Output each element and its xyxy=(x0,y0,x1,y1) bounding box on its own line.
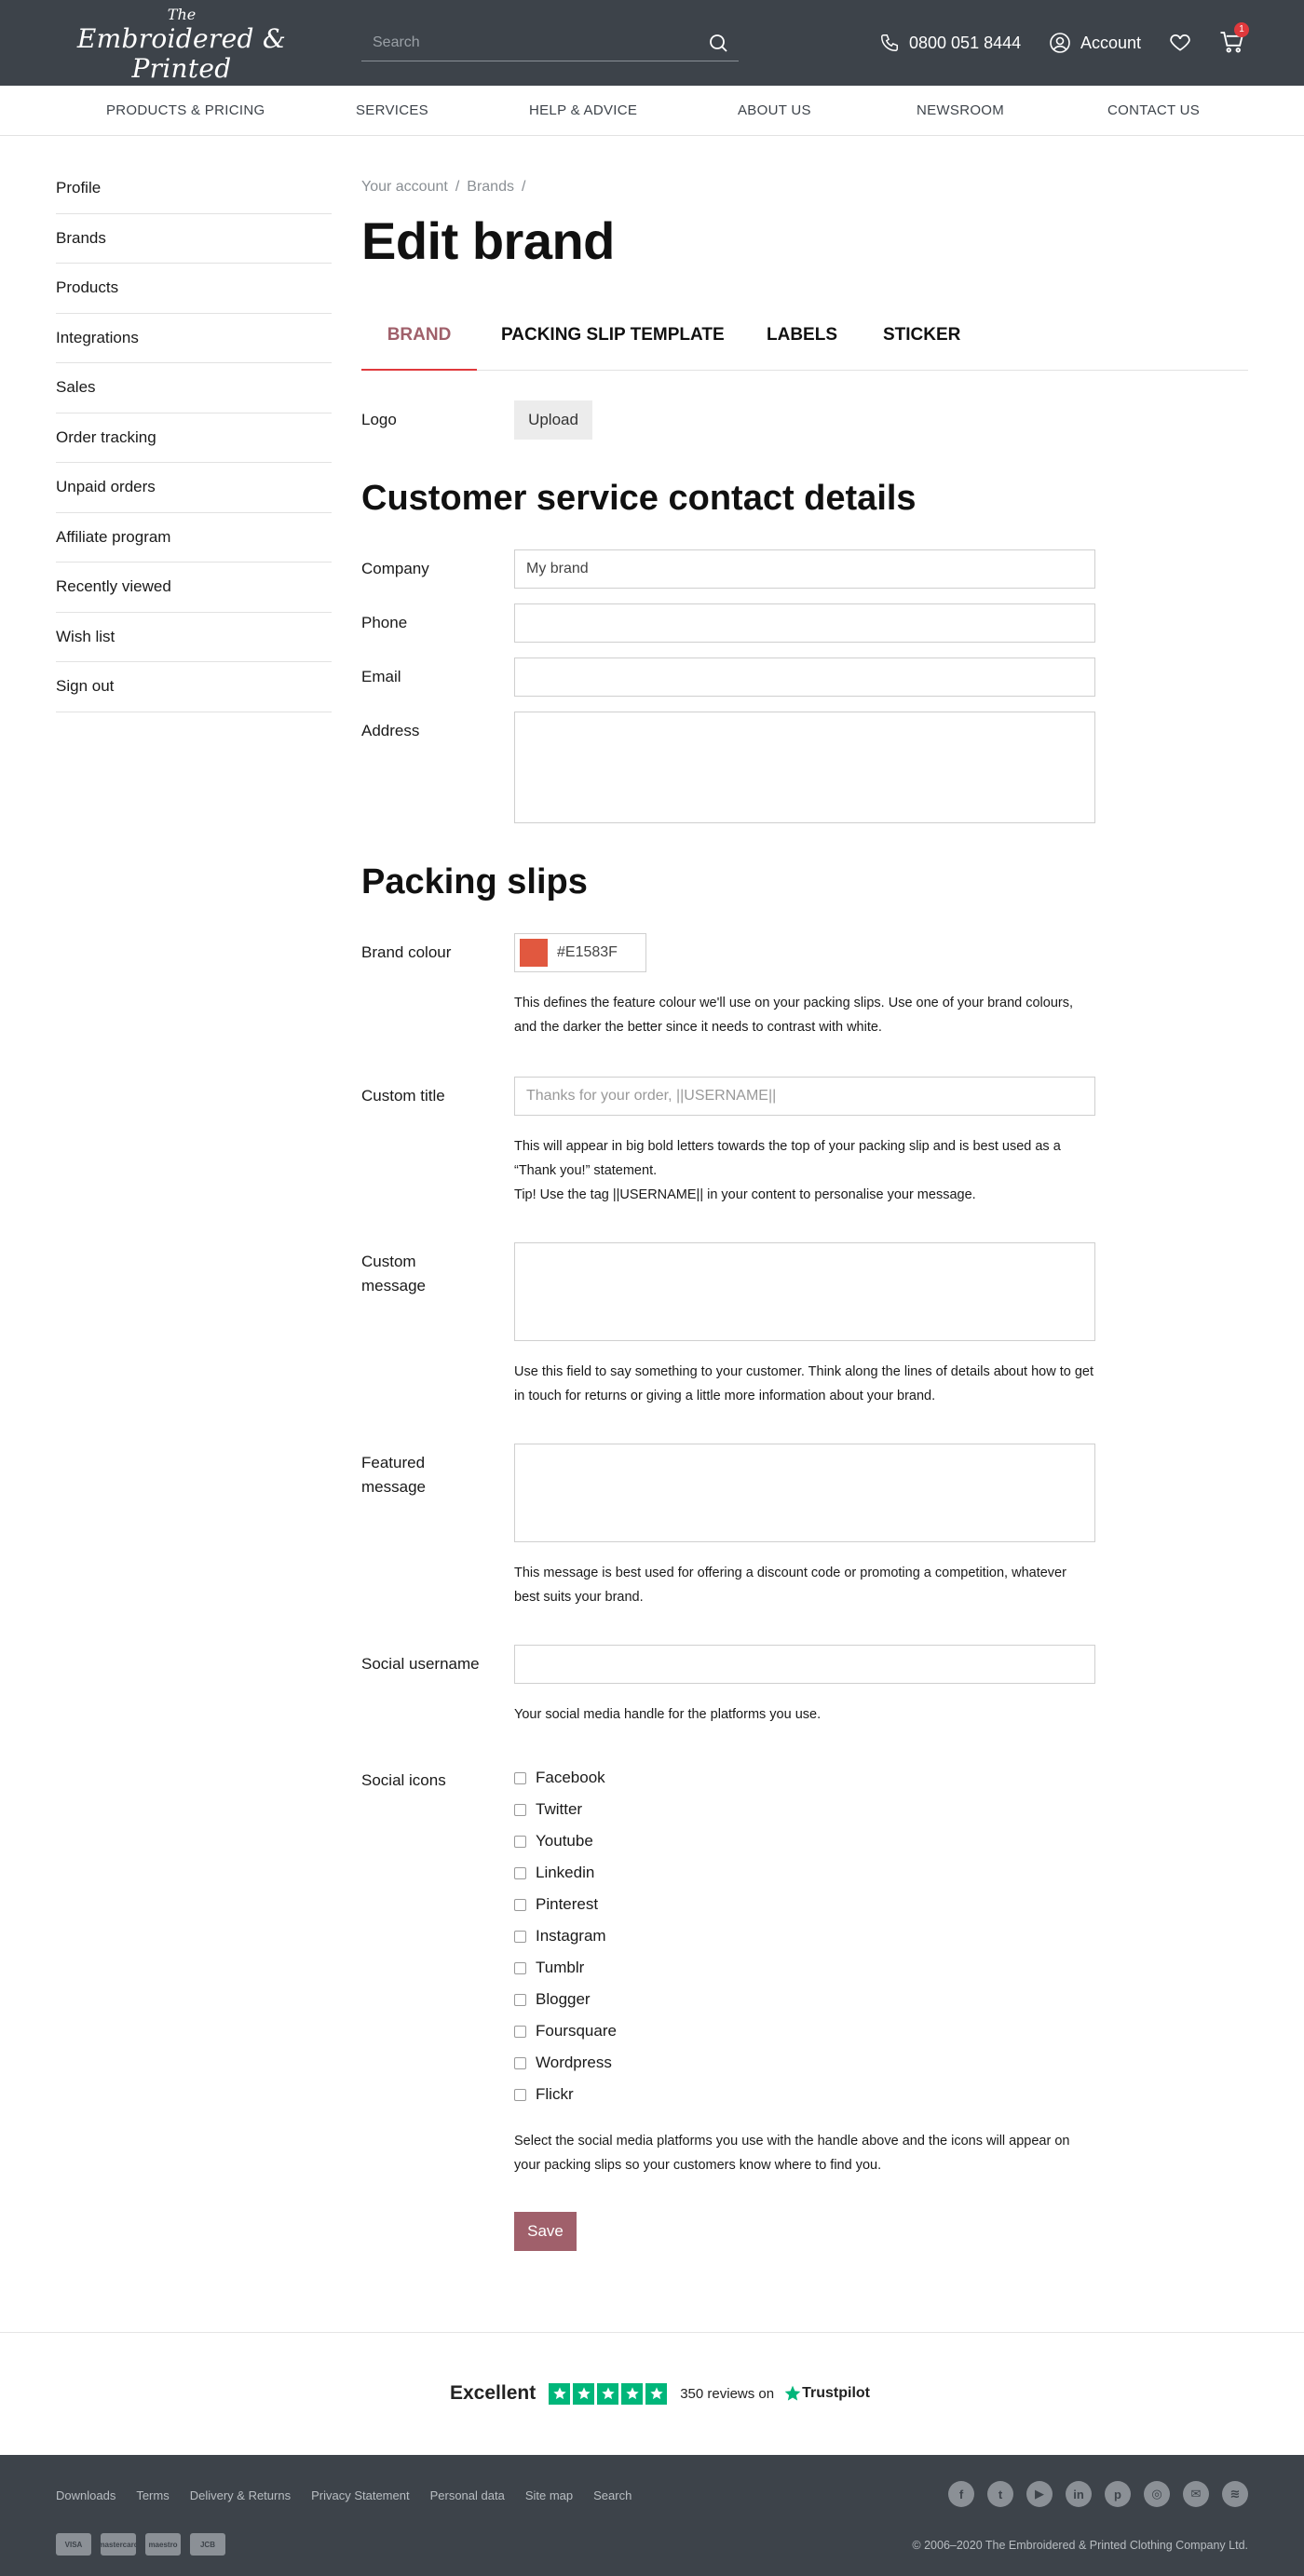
sidebar-item-brands[interactable]: Brands xyxy=(56,214,332,264)
rating-star-icon xyxy=(621,2383,643,2405)
checkbox-label: Foursquare xyxy=(536,2022,617,2040)
checkbox-box[interactable] xyxy=(514,1931,526,1943)
tab-sticker[interactable]: STICKER xyxy=(883,325,961,345)
breadcrumb-brands[interactable]: Brands xyxy=(467,179,514,195)
sidebar-item-affiliate-program[interactable]: Affiliate program xyxy=(56,513,332,563)
email-label: Email xyxy=(361,668,401,685)
logo-label: Logo xyxy=(361,411,397,428)
email-field[interactable] xyxy=(514,658,1095,697)
account-label: Account xyxy=(1080,33,1142,52)
trustpilot-brand: Trustpilot xyxy=(802,2385,871,2401)
checkbox-label: Instagram xyxy=(536,1927,606,1945)
custom-message-help: Use this field to say something to your customer. Think along the lines of details about how to get in touch for returns or giving a little more information about your brand. xyxy=(514,1364,1093,1403)
checkbox-instagram[interactable] xyxy=(514,1925,606,1947)
upload-logo-button[interactable]: Upload xyxy=(514,400,592,440)
rating-star-icon xyxy=(573,2383,594,2405)
logo-line-2: Embroidered & Printed xyxy=(76,23,287,84)
checkbox-box[interactable] xyxy=(514,2026,526,2038)
phone-number: 0800 051 8444 xyxy=(909,33,1022,52)
checkbox-linkedin[interactable] xyxy=(514,1862,594,1884)
sidebar-item-recently-viewed[interactable]: Recently viewed xyxy=(56,563,332,613)
custom-message-label-line-1: Custom xyxy=(361,1253,416,1270)
phone-link[interactable] xyxy=(879,28,1021,58)
phone-icon xyxy=(879,33,900,53)
sidebar-item-wish-list[interactable]: Wish list xyxy=(56,613,332,663)
footer-links xyxy=(56,2488,632,2502)
breadcrumb xyxy=(361,179,533,196)
nav-newsroom[interactable]: NEWSROOM xyxy=(917,102,1005,118)
trustpilot-widget[interactable] xyxy=(450,2381,870,2406)
breadcrumb-separator: / xyxy=(455,179,460,195)
checkbox-label: Pinterest xyxy=(536,1895,599,1913)
footer-social-icons xyxy=(948,2481,1248,2507)
checkbox-wordpress[interactable] xyxy=(514,2052,612,2074)
custom-message-field[interactable] xyxy=(514,1242,1095,1341)
trustpilot-review-count: 350 reviews on xyxy=(680,2385,775,2402)
brand-colour-label: Brand colour xyxy=(361,943,452,961)
checkbox-label: Tumblr xyxy=(536,1959,585,1976)
page-title: Edit brand xyxy=(361,211,615,270)
linkedin-icon[interactable]: in xyxy=(1066,2481,1092,2507)
phone-field[interactable] xyxy=(514,603,1095,643)
featured-message-help: This message is best used for offering a discount code or promoting a competition, whatever best suits your brand. xyxy=(514,1566,1066,1605)
search-icon[interactable] xyxy=(707,32,729,54)
facebook-icon[interactable]: f xyxy=(948,2481,974,2507)
trustpilot-star-icon xyxy=(783,2384,802,2403)
checkbox-label: Flickr xyxy=(536,2085,574,2103)
nav-help-advice[interactable]: HELP & ADVICE xyxy=(529,102,638,118)
sidebar-item-order-tracking[interactable]: Order tracking xyxy=(56,414,332,464)
checkbox-pinterest[interactable] xyxy=(514,1893,598,1916)
trustpilot-rating-word: Excellent xyxy=(450,2382,537,2404)
checkbox-foursquare[interactable] xyxy=(514,2020,617,2042)
footer-link-personal-data[interactable]: Personal data xyxy=(429,2488,505,2502)
site-logo[interactable] xyxy=(56,6,307,84)
divider xyxy=(0,2332,1304,2333)
footer-link-search[interactable]: Search xyxy=(593,2488,632,2502)
featured-message-field[interactable] xyxy=(514,1444,1095,1542)
email-icon[interactable]: ✉ xyxy=(1183,2481,1209,2507)
checkbox-box[interactable] xyxy=(514,1867,526,1879)
sidebar-item-sales[interactable]: Sales xyxy=(56,363,332,414)
featured-message-label xyxy=(361,1451,426,1499)
checkbox-box[interactable] xyxy=(514,1994,526,2006)
main-nav xyxy=(0,86,1304,136)
address-field[interactable] xyxy=(514,712,1095,823)
colour-swatch[interactable] xyxy=(520,939,548,967)
social-username-label: Social username xyxy=(361,1655,480,1673)
checkbox-box[interactable] xyxy=(514,1899,526,1911)
save-button[interactable]: Save xyxy=(514,2212,577,2251)
checkbox-tumblr[interactable] xyxy=(514,1957,584,1979)
breadcrumb-separator: / xyxy=(521,179,526,195)
packing-slips-heading: Packing slips xyxy=(361,862,588,902)
checkbox-label: Blogger xyxy=(536,1990,591,2008)
checkbox-blogger[interactable] xyxy=(514,1988,591,2011)
checkbox-facebook[interactable] xyxy=(514,1767,605,1789)
phone-label: Phone xyxy=(361,614,408,631)
account-link[interactable] xyxy=(1049,28,1141,58)
checkbox-box[interactable] xyxy=(514,2057,526,2069)
brand-colour-help: This defines the feature colour we'll use on your packing slips. Use one of your brand colours, and the darker the better since it needs to contrast with white. xyxy=(514,996,1074,1035)
rating-star-icon xyxy=(645,2383,667,2405)
maestro-icon: maestro xyxy=(145,2533,181,2556)
sidebar-item-sign-out[interactable]: Sign out xyxy=(56,662,332,712)
footer-link-terms[interactable]: Terms xyxy=(136,2488,170,2502)
sidebar-item-products[interactable]: Products xyxy=(56,264,332,314)
footer-link-delivery-returns[interactable]: Delivery & Returns xyxy=(189,2488,292,2502)
breadcrumb-your-account[interactable]: Your account xyxy=(361,179,448,195)
company-field[interactable] xyxy=(514,549,1095,589)
user-icon xyxy=(1049,32,1071,54)
rating-star-icon xyxy=(597,2383,618,2405)
custom-message-label-line-2: message xyxy=(361,1277,426,1295)
checkbox-label: Wordpress xyxy=(536,2054,612,2071)
featured-message-label-line-2: message xyxy=(361,1478,426,1496)
visa-card-icon: VISA xyxy=(56,2533,91,2556)
copyright: © 2006–2020 The Embroidered & Printed Clothing Company Ltd. xyxy=(912,2539,1248,2552)
checkbox-label: Youtube xyxy=(536,1832,593,1850)
nav-products-pricing[interactable]: PRODUCTS & PRICING xyxy=(106,102,265,118)
company-label: Company xyxy=(361,560,429,577)
checkbox-box[interactable] xyxy=(514,1836,526,1848)
search-bar xyxy=(361,26,739,61)
sidebar-item-integrations[interactable]: Integrations xyxy=(56,314,332,364)
logo-line-1: The xyxy=(167,6,197,23)
pinterest-icon[interactable]: p xyxy=(1105,2481,1131,2507)
trustpilot-stars xyxy=(549,2383,667,2405)
checkbox-label: Facebook xyxy=(536,1769,605,1786)
custom-message-label xyxy=(361,1250,426,1298)
checkbox-box[interactable] xyxy=(514,1772,526,1784)
social-icons-label: Social icons xyxy=(361,1771,446,1789)
site-header xyxy=(0,0,1304,86)
brand-colour-picker[interactable] xyxy=(514,933,646,972)
checkbox-label: Twitter xyxy=(536,1800,583,1818)
social-username-field[interactable] xyxy=(514,1645,1095,1684)
heart-icon[interactable] xyxy=(1168,30,1192,54)
tab-labels[interactable]: LABELS xyxy=(767,325,837,345)
checkbox-flickr[interactable] xyxy=(514,2083,574,2106)
jcb-card-icon: JCB xyxy=(190,2533,225,2556)
account-sidebar xyxy=(56,164,332,712)
footer-link-privacy-statement[interactable]: Privacy Statement xyxy=(311,2488,410,2502)
sidebar-item-unpaid-orders[interactable]: Unpaid orders xyxy=(56,463,332,513)
payment-cards xyxy=(56,2533,225,2556)
youtube-icon[interactable]: ▶ xyxy=(1026,2481,1053,2507)
custom-title-help-line: This will appear in big bold letters towards the top of your packing slip and is best used as a “Thank you!” statement. xyxy=(514,1139,1061,1178)
nav-about-us[interactable]: ABOUT US xyxy=(738,102,811,118)
address-label: Address xyxy=(361,722,420,739)
checkbox-youtube[interactable] xyxy=(514,1830,593,1852)
footer-link-site-map[interactable]: Site map xyxy=(524,2488,574,2502)
checkbox-box[interactable] xyxy=(514,2089,526,2101)
tab-brand[interactable]: BRAND xyxy=(361,307,477,371)
mastercard-icon: mastercard xyxy=(101,2533,136,2556)
site-footer xyxy=(0,2455,1304,2576)
tab-packing-slip-template[interactable]: PACKING SLIP TEMPLATE xyxy=(501,325,725,345)
search-input[interactable] xyxy=(373,32,689,54)
sidebar-item-profile[interactable]: Profile xyxy=(56,164,332,214)
footer-link-downloads[interactable]: Downloads xyxy=(56,2488,116,2502)
nav-contact-us[interactable]: CONTACT US xyxy=(1107,102,1201,118)
trustpilot-logo xyxy=(783,2384,870,2403)
edit-brand-tabs xyxy=(361,307,1248,371)
custom-title-label: Custom title xyxy=(361,1087,445,1105)
instagram-icon[interactable]: ◎ xyxy=(1144,2481,1170,2507)
custom-title-field[interactable] xyxy=(514,1077,1095,1116)
twitter-icon[interactable]: t xyxy=(987,2481,1013,2507)
nav-services[interactable]: SERVICES xyxy=(356,102,428,118)
cart-count-badge: 1 xyxy=(1234,22,1249,37)
social-username-help: Your social media handle for the platforms you use. xyxy=(514,1707,822,1722)
checkbox-box[interactable] xyxy=(514,1962,526,1974)
colour-hex-value: #E1583F xyxy=(557,944,618,960)
checkbox-label: Linkedin xyxy=(536,1864,595,1881)
custom-title-tip: Tip! Use the tag ||USERNAME|| in your content to personalise your message. xyxy=(514,1187,976,1202)
social-icons-help: Select the social media platforms you use with the handle above and the icons will appear on your packing slips so your customers know where to find you. xyxy=(514,2134,1070,2173)
rss-icon[interactable]: ≋ xyxy=(1222,2481,1248,2507)
checkbox-twitter[interactable] xyxy=(514,1798,582,1821)
custom-title-help xyxy=(514,1134,1095,1207)
featured-message-label-line-1: Featured xyxy=(361,1454,426,1471)
rating-star-icon xyxy=(549,2383,570,2405)
contact-details-heading: Customer service contact details xyxy=(361,479,917,518)
checkbox-box[interactable] xyxy=(514,1804,526,1816)
